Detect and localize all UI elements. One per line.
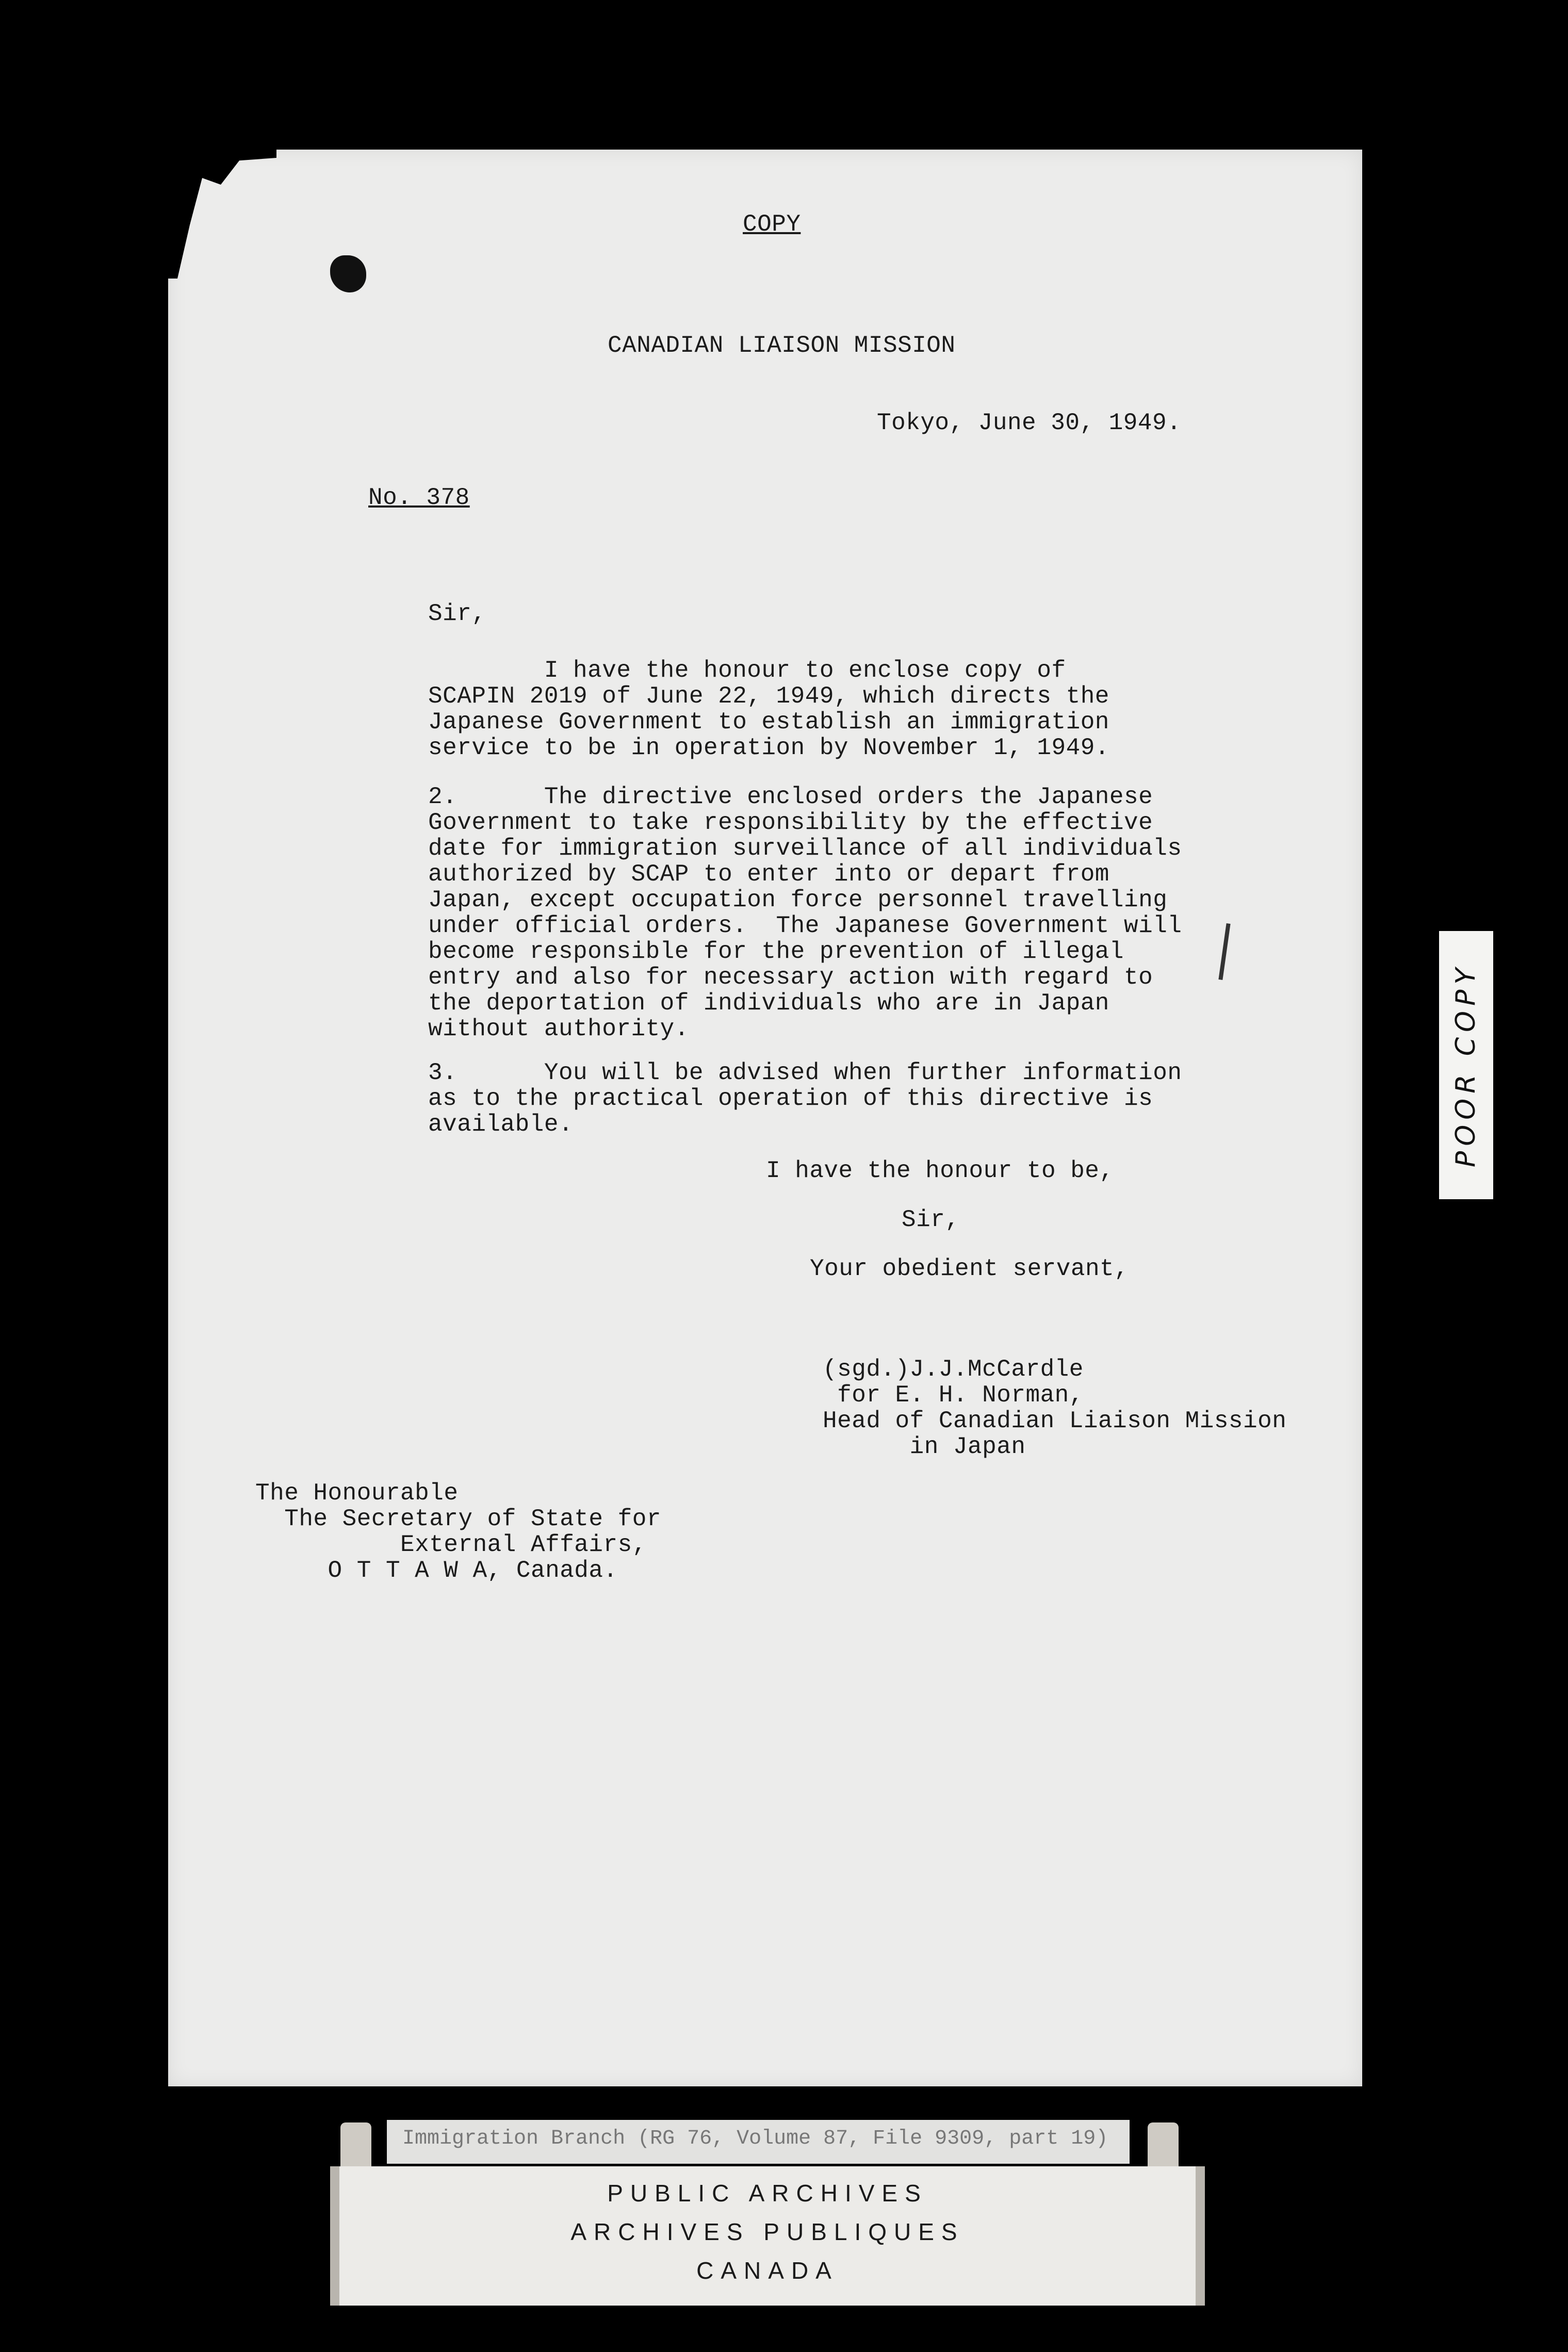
date-line: Tokyo, June 30, 1949. — [877, 410, 1182, 436]
copy-heading: COPY — [743, 211, 801, 238]
paragraph-3: 3. You will be advised when further information as to the practical operation of this directive is available. — [428, 1059, 1182, 1138]
recipient-address: The Honourable The Secretary of State for External Affairs, O T T A W A, Canada. — [255, 1480, 661, 1584]
closing-line-2: Sir, — [902, 1206, 960, 1233]
public-archives-stamp — [330, 2166, 1205, 2306]
organization-heading: CANADIAN LIAISON MISSION — [608, 332, 956, 359]
signature-block: (sgd.)J.J.McCardle for E. H. Norman, Head of Canadian Liaison Mission in Japan — [823, 1356, 1287, 1460]
archive-reference-label — [387, 2120, 1130, 2164]
archive-line-2: ARCHIVES PUBLIQUES — [570, 2218, 965, 2245]
reference-number: No. 378 — [368, 484, 470, 511]
paragraph-1: I have the honour to enclose copy of SCAPIN 2019 of June 22, 1949, which directs the Japanese Government to establish an immigration service to be in operation by November 1, 1949. — [428, 657, 1109, 761]
closing-line-1: I have the honour to be, — [766, 1157, 1114, 1184]
archive-line-1: PUBLIC ARCHIVES — [607, 2180, 928, 2207]
poor-copy-label: POOR COPY — [1450, 962, 1481, 1168]
closing-line-3: Your obedient servant, — [810, 1255, 1129, 1282]
film-tab-right — [1148, 2122, 1179, 2169]
film-tab-left — [340, 2122, 371, 2169]
paragraph-2: 2. The directive enclosed orders the Japanese Government to take responsibility by the effective date for immigration surveillance of all individuals authorized by SCAP to enter into or depart from Japan, except occupation force personnel travelling under official orders. The Japanese Government will become responsible for the prevention of illegal entry and also for necessary action with regard to the deportation of individuals who are in Japan without authority. — [428, 783, 1182, 1042]
poor-copy-stamp — [1439, 931, 1493, 1199]
salutation: Sir, — [428, 600, 486, 627]
archive-line-3: CANADA — [696, 2257, 839, 2284]
archive-reference-text: Immigration Branch (RG 76, Volume 87, File 9309, part 19) — [402, 2127, 1108, 2150]
